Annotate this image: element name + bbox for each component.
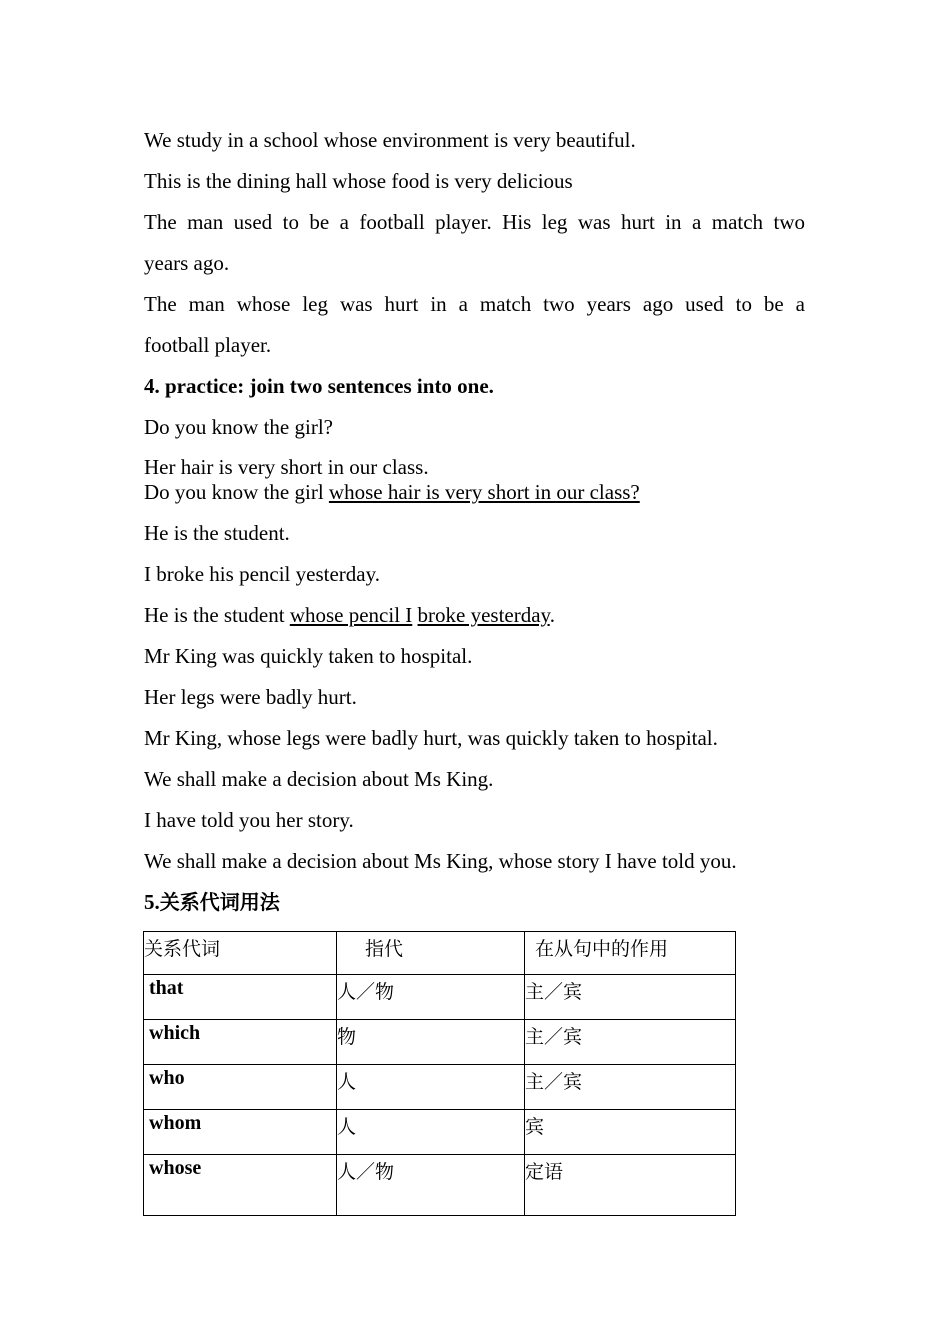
header-cell: 关系代词 bbox=[144, 932, 337, 975]
sentence: football player. bbox=[144, 333, 272, 357]
underlined-answer: broke yesterday bbox=[417, 603, 550, 627]
document-body bbox=[144, 120, 805, 923]
header-cell: 在从句中的作用 bbox=[525, 932, 736, 975]
relative-pronoun-table bbox=[143, 931, 736, 1216]
sentence: Mr King was quickly taken to hospital. bbox=[144, 644, 473, 668]
sentence: We shall make a decision about Ms King. bbox=[144, 767, 494, 791]
table-row bbox=[144, 1110, 736, 1155]
sentence: I have told you her story. bbox=[144, 808, 354, 832]
heading-number: 5. bbox=[144, 890, 160, 914]
sentence: He is the student. bbox=[144, 521, 290, 545]
refers-cell: 人 bbox=[337, 1065, 525, 1110]
sentence: Her legs were badly hurt. bbox=[144, 685, 357, 709]
sentence: years ago. bbox=[144, 251, 230, 275]
refers-cell: 人／物 bbox=[337, 975, 525, 1020]
pronoun-cell: whom bbox=[144, 1110, 337, 1155]
section-heading: 4. practice: join two sentences into one. bbox=[144, 374, 494, 398]
refers-cell: 物 bbox=[337, 1020, 525, 1065]
table-row bbox=[144, 975, 736, 1020]
role-cell: 主／宾 bbox=[525, 975, 736, 1020]
sentence: Her hair is very short in our class. bbox=[144, 455, 429, 479]
table-row bbox=[144, 1020, 736, 1065]
refers-cell: 人／物 bbox=[337, 1155, 525, 1216]
table-header-row bbox=[144, 932, 736, 975]
role-cell: 宾 bbox=[525, 1110, 736, 1155]
underlined-answer: whose pencil I bbox=[289, 603, 413, 627]
refers-cell: 人 bbox=[337, 1110, 525, 1155]
sentence-part: . bbox=[549, 603, 555, 627]
sentence: Mr King, whose legs were badly hurt, was quickly taken to hospital. bbox=[144, 726, 718, 750]
section-heading bbox=[144, 882, 805, 923]
role-cell: 主／宾 bbox=[525, 1065, 736, 1110]
sentence: This is the dining hall whose food is very delicious bbox=[144, 169, 573, 193]
sentence: We study in a school whose environment is very beautiful. bbox=[144, 128, 636, 152]
sentence: The man used to be a football player. His leg was hurt in a match two bbox=[144, 210, 805, 234]
sentence: Do you know the girl bbox=[144, 480, 329, 504]
heading-text: 关系代词用法 bbox=[159, 890, 280, 914]
sentence-part: He is the student bbox=[144, 603, 290, 627]
table-row bbox=[144, 1065, 736, 1110]
sentence: The man whose leg was hurt in a match two years ago used to be a bbox=[144, 292, 805, 316]
sentence: We shall make a decision about Ms King, whose story I have told you. bbox=[144, 849, 737, 873]
table-row bbox=[144, 1155, 736, 1216]
pronoun-cell: who bbox=[144, 1065, 337, 1110]
sentence-pair bbox=[144, 455, 805, 505]
pronoun-cell: which bbox=[144, 1020, 337, 1065]
sentence: I broke his pencil yesterday. bbox=[144, 562, 380, 586]
sentence: Do you know the girl? bbox=[144, 415, 333, 439]
pronoun-cell: that bbox=[144, 975, 337, 1020]
role-cell: 定语 bbox=[525, 1155, 736, 1216]
underlined-answer: whose hair is very short in our class? bbox=[328, 480, 640, 504]
header-cell: 指代 bbox=[337, 932, 525, 975]
role-cell: 主／宾 bbox=[525, 1020, 736, 1065]
sentence bbox=[144, 595, 805, 636]
pronoun-cell: whose bbox=[144, 1155, 337, 1216]
